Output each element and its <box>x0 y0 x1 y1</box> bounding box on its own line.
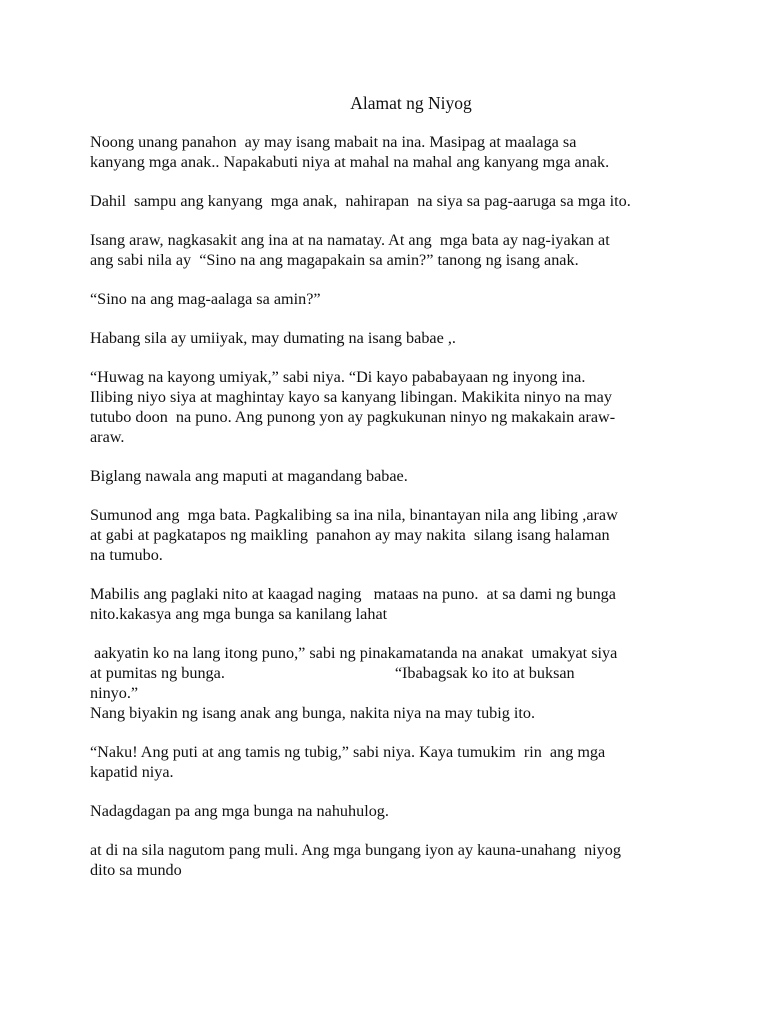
text-line: Habang sila ay umiiyak, may dumating na isang babae ,. <box>90 329 456 347</box>
text-line: araw. <box>90 428 125 446</box>
document-title: Alamat ng Niyog <box>350 93 472 113</box>
text-line: dito sa mundo <box>90 861 182 879</box>
text-line: Isang araw, nagkasakit ang ina at na namatay. At ang mga bata ay nag-iyakan at <box>90 231 610 249</box>
text-line: tutubo doon na puno. Ang punong yon ay pagkukunan ninyo ng makakain araw- <box>90 408 616 426</box>
text-line: kanyang mga anak.. Napakabuti niya at mahal na mahal ang kanyang mga anak. <box>90 153 610 171</box>
text-line: Nadagdagan pa ang mga bunga na nahuhulog. <box>90 802 389 820</box>
text-line: Nang biyakin ng isang anak ang bunga, nakita niya na may tubig ito. <box>90 704 536 722</box>
paragraph-9 <box>90 584 690 624</box>
text-line: ninyo.” <box>90 684 139 702</box>
text-line: Mabilis ang paglaki nito at kaagad naging mataas na puno. at sa dami ng bunga <box>90 585 616 603</box>
paragraph-3 <box>90 230 690 270</box>
text-line: nito.kakasya ang mga bunga sa kanilang lahat <box>90 605 388 623</box>
text-line: ang sabi nila ay “Sino na ang magapakain sa amin?” tanong ng isang anak. <box>90 251 579 269</box>
text-line: at pumitas ng bunga. “Ibabagsak ko ito at buksan <box>90 664 575 682</box>
text-line: Noong unang panahon ay may isang mabait na ina. Masipag at maalaga sa <box>90 133 577 151</box>
paragraph-13 <box>90 840 690 880</box>
text-line: “Naku! Ang puti at ang tamis ng tubig,” sabi niya. Kaya tumukim rin ang mga <box>90 743 606 761</box>
text-line: Dahil sampu ang kanyang mga anak, nahirapan na siya sa pag-aaruga sa mga ito. <box>90 192 631 210</box>
paragraph-12 <box>90 801 690 821</box>
text-line: “Sino na ang mag-aalaga sa amin?” <box>90 290 321 308</box>
text-line: “Huwag na kayong umiyak,” sabi niya. “Di kayo pababayaan ng inyong ina. <box>90 368 586 386</box>
text-line: at di na sila nagutom pang muli. Ang mga bungang iyon ay kauna-unahang niyog <box>90 841 621 859</box>
text-line: Sumunod ang mga bata. Pagkalibing sa ina nila, binantayan nila ang libing ,araw <box>90 506 618 524</box>
document-page <box>90 92 690 880</box>
text-line: kapatid niya. <box>90 763 174 781</box>
paragraph-4 <box>90 289 690 309</box>
paragraph-5 <box>90 328 690 348</box>
paragraph-11 <box>90 742 690 782</box>
text-line: Biglang nawala ang maputi at magandang babae. <box>90 467 408 485</box>
text-line: at gabi at pagkatapos ng maikling panahon ay may nakita silang isang halaman <box>90 526 610 544</box>
text-line: aakyatin ko na lang itong puno,” sabi ng pinakamatanda na anakat umakyat siya <box>90 644 618 662</box>
paragraph-1 <box>90 132 690 172</box>
paragraph-6 <box>90 367 690 447</box>
text-line: na tumubo. <box>90 546 163 564</box>
paragraph-7 <box>90 466 690 486</box>
paragraph-2 <box>90 191 690 211</box>
paragraph-8 <box>90 505 690 565</box>
paragraph-10 <box>90 643 690 723</box>
text-line: Ilibing niyo siya at maghintay kayo sa kanyang libingan. Makikita ninyo na may <box>90 388 612 406</box>
